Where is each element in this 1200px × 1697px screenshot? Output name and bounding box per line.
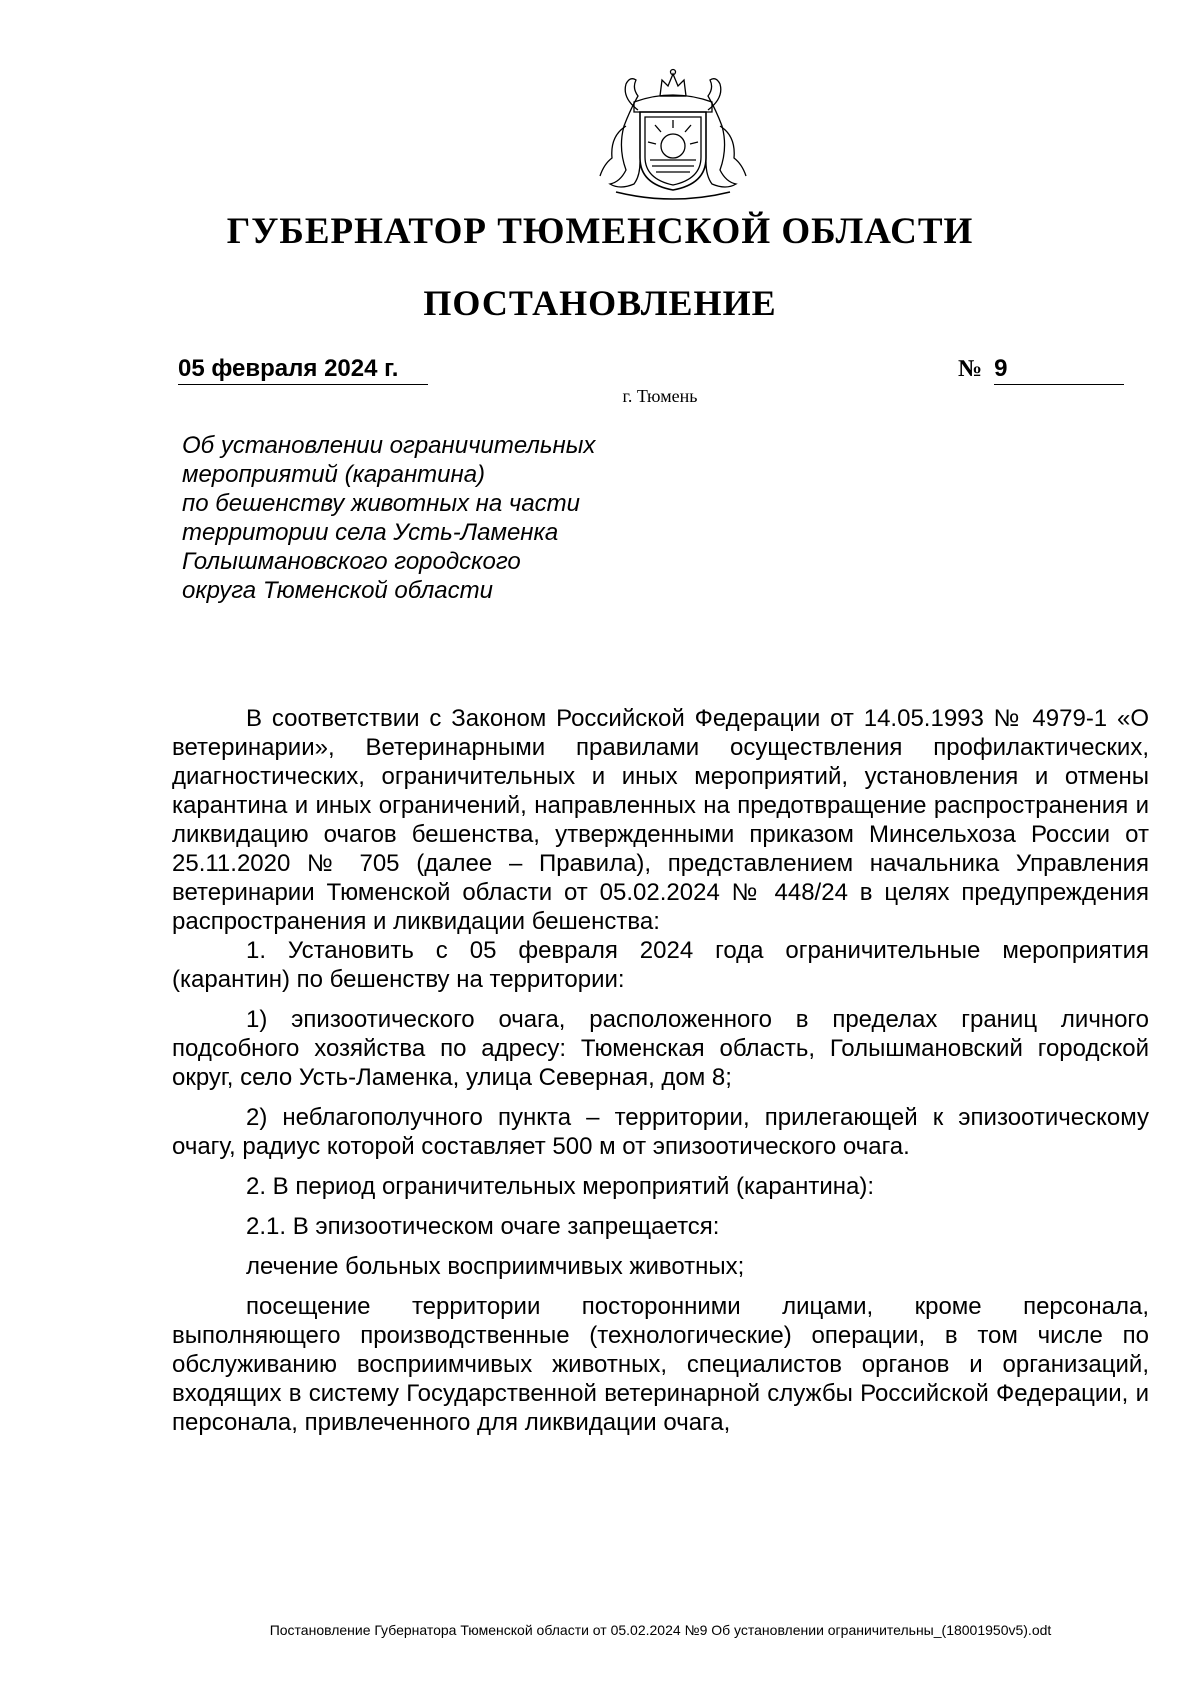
body-paragraph-2-1: 2.1. В эпизоотическом очаге запрещается: [246,1213,720,1240]
subject-line: по бешенству животных на части [182,490,581,517]
body-paragraph-1: 1. Установить с 05 февраля 2024 года ограничительные мероприятия (карантин) по бешенству на территории: [172,937,1149,993]
body-paragraph-item: лечение больных восприимчивых животных; [246,1253,745,1280]
coat-of-arms-icon [590,66,756,204]
document-type: ПОСТАНОВЛЕНИЕ [423,283,777,323]
document-number [958,354,1140,385]
body-paragraph-1-2: 2) неблагополучного пункта – территории, прилегающей к эпизоотическому очагу, радиус которой составляет 500 м от эпизоотического очага. [172,1104,1149,1160]
subject-line: Об установлении ограничительных [182,432,596,459]
body-paragraph-1-1: 1) эпизоотического очага, расположенного в пределах границ личного подсобного хозяйства по адресу: Тюменская область, Голышмановский городской округ, село Усть-Ламенка, улица Северная, дом 8; [172,1006,1149,1091]
issuing-authority: ГУБЕРНАТОР ТЮМЕНСКОЙ ОБЛАСТИ [226,211,974,252]
number-sign: № [958,356,983,382]
subject-line: территории села Усть-Ламенка [182,519,559,546]
number-value: 9 [994,354,1124,385]
subject-line: мероприятий (карантина) [182,461,486,488]
document-date: 05 февраля 2024 г. [178,354,428,385]
page-footer: Постановление Губернатора Тюменской области от 05.02.2024 №9 Об установлении ограничительны_(18001950v5).odt [269,1622,1052,1638]
subject-line: округа Тюменской области [182,577,493,604]
document-body [172,704,1149,1437]
body-paragraph-item: посещение территории посторонними лицами, кроме персонала, выполняющего производственные (технологические) операции, в том числе по обслуживанию восприимчивых животных, специалистов органов и организаций, входящих в систему Государственной ветеринарной службы Российской Федерации, и персонала, привлеченного для ликвидации очага, [172,1293,1149,1436]
body-paragraph-2: 2. В период ограничительных мероприятий (карантина): [246,1173,875,1200]
document-subject [182,431,702,605]
body-paragraph-preamble: В соответствии с Законом Российской Федерации от 14.05.1993 № 4979-1 «О ветеринарии», Ветеринарными правилами осуществления профилактических, диагностических, ограничительных и иных мероприятий, установления и отмены карантина и иных ограничений, направленных на предотвращение распространения и ликвидацию очагов бешенства, утвержденными приказом Минсельхоза России от 25.11.2020 № 705 (далее – Правила), представлением начальника Управления ветеринарии Тюменской области от 05.02.2024 № 448/24 в целях предупреждения распространения и ликвидации бешенства: [172,705,1149,935]
subject-line: Голышмановского городского [182,548,521,575]
city: г. Тюмень [622,386,698,406]
